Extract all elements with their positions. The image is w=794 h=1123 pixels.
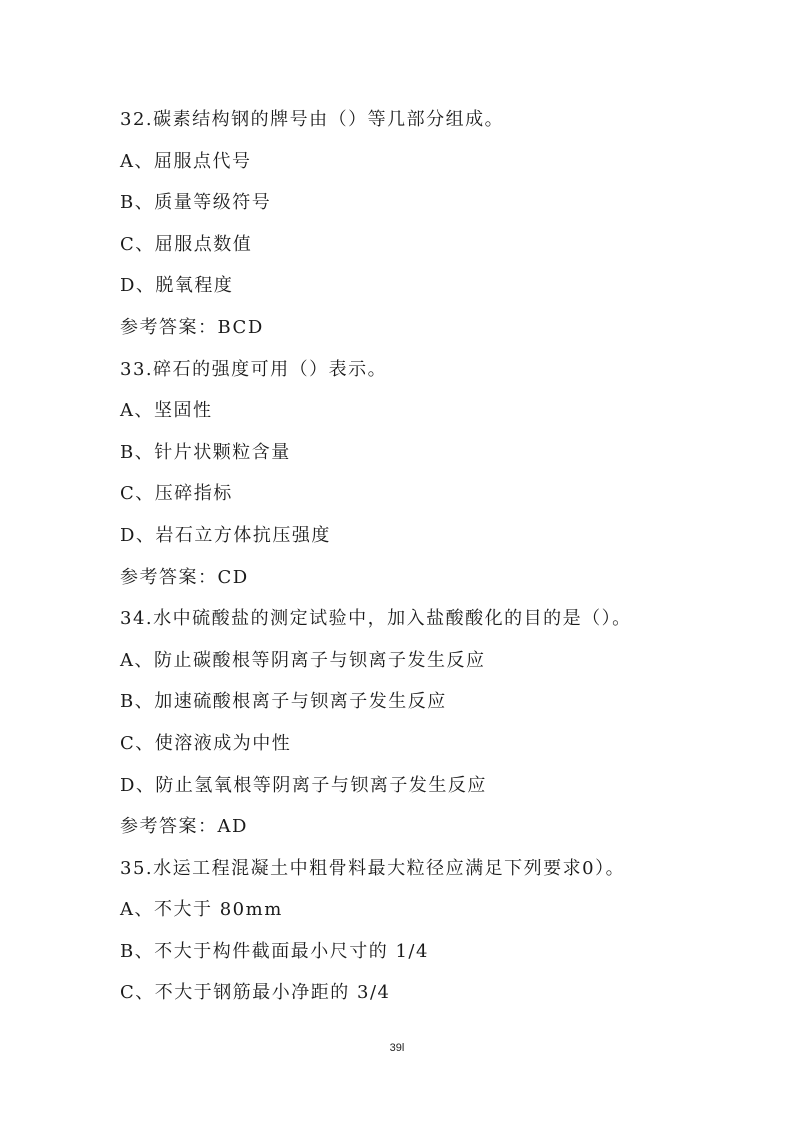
question-32-option-d: D、脱氧程度: [120, 275, 234, 297]
question-34-option-b: B、加速硫酸根离子与钡离子发生反应: [120, 691, 447, 713]
question-content: [120, 99, 720, 1014]
question-33-title: 33.碎石的强度可用（）表示。: [120, 358, 388, 380]
question-34-title: 34.水中硫酸盐的测定试验中，加入盐酸酸化的目的是（）。: [120, 608, 632, 630]
question-35-option-c: C、不大于钢筋最小净距的 3/4: [120, 982, 391, 1004]
question-35-option-b: B、不大于构件截面最小尺寸的 1/4: [120, 940, 429, 962]
question-32-option-b: B、质量等级符号: [120, 192, 272, 214]
question-33-option-b: B、针片状颗粒含量: [120, 441, 291, 463]
question-33-option-d: D、岩石立方体抗压强度: [120, 524, 331, 546]
page-number: 39l: [389, 1042, 405, 1054]
question-32-option-a: A、屈服点代号: [120, 150, 252, 172]
question-34-option-d: D、防止氢氧根等阴离子与钡离子发生反应: [120, 774, 487, 796]
question-34-option-a: A、防止碳酸根等阴离子与钡离子发生反应: [120, 649, 486, 671]
question-35-option-a: A、不大于 80mm: [120, 899, 283, 921]
question-33-option-c: C、压碎指标: [120, 483, 233, 505]
question-34-option-c: C、使溶液成为中性: [120, 732, 292, 754]
question-34-answer: 参考答案：AD: [120, 816, 248, 838]
question-32-option-c: C、屈服点数值: [120, 233, 253, 255]
question-35-title: 35.水运工程混凝土中粗骨料最大粒径应满足下列要求0）。: [120, 857, 626, 879]
question-33-option-a: A、坚固性: [120, 400, 213, 422]
question-32-title: 32.碳素结构钢的牌号由（）等几部分组成。: [120, 109, 505, 130]
question-33-answer: 参考答案：CD: [120, 566, 249, 588]
question-32-answer: 参考答案：BCD: [120, 316, 264, 338]
